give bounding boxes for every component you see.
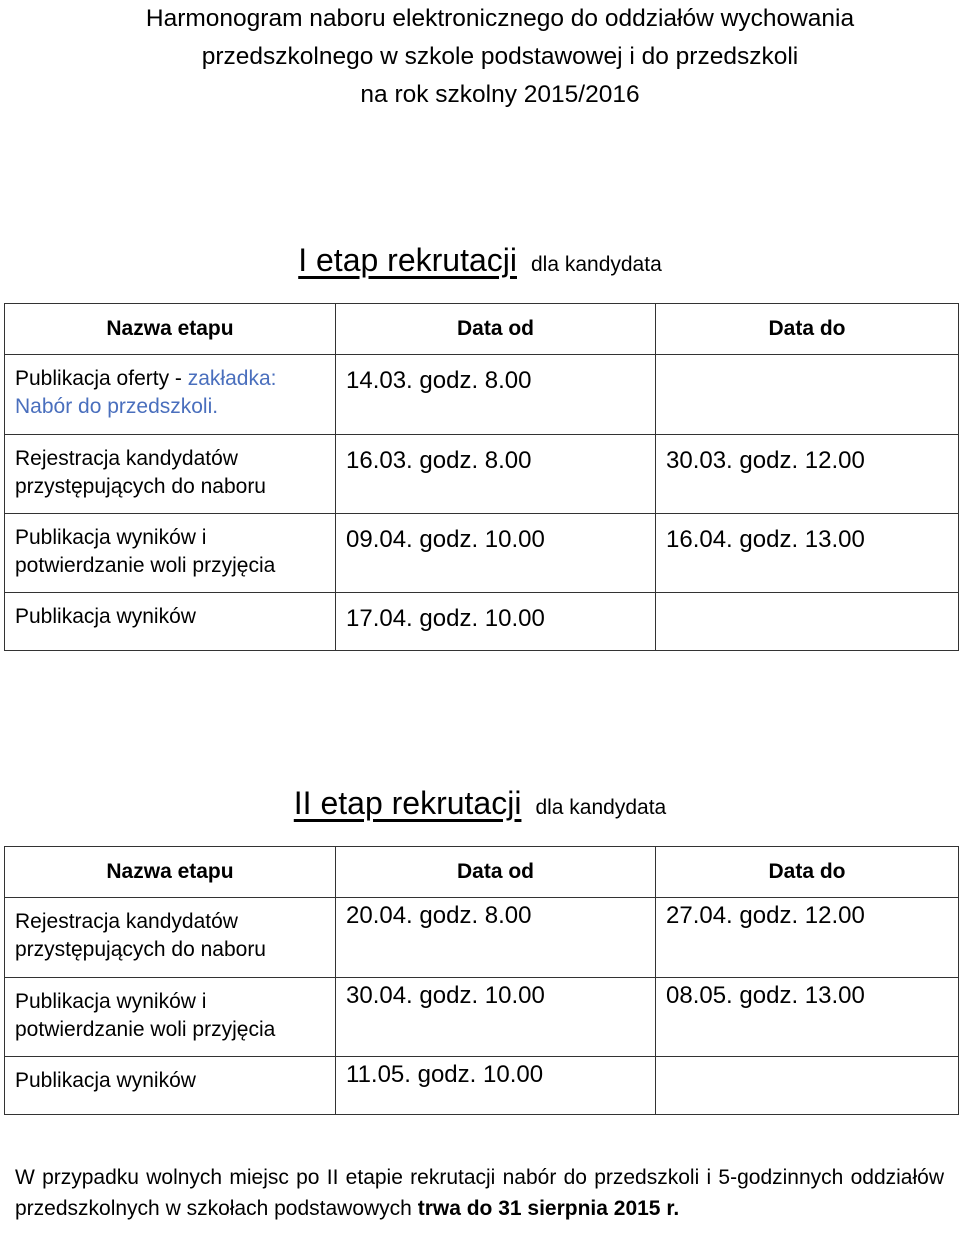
table-row	[5, 978, 959, 1057]
stage-name: Rejestracja kandydatów przystępujących do naboru	[5, 435, 336, 514]
column-header: Data do	[656, 304, 959, 355]
stage2-subtitle: dla kandydata	[535, 796, 667, 819]
date-from: 14.03. godz. 8.00	[336, 355, 656, 435]
table-header-row	[5, 304, 959, 355]
title-line-3: na rok szkolny 2015/2016	[360, 81, 640, 108]
stage1-table	[4, 303, 959, 651]
stage-name: Publikacja wyników	[5, 1057, 336, 1115]
date-from: 17.04. godz. 10.00	[336, 593, 656, 651]
date-to: 16.04. godz. 13.00	[656, 514, 959, 593]
offer-tab-link[interactable]: zakładka: Nabór do przedszkoli.	[15, 367, 277, 418]
stage-name: Publikacja wyników	[5, 593, 336, 651]
note-text: W przypadku wolnych miejsc po II etapie rekrutacji nabór do przedszkoli i 5-godzinnych oddziałów przedszkolnych w szkołach podstawowych	[15, 1166, 944, 1220]
table-header-row	[5, 847, 959, 898]
column-header: Data od	[336, 304, 656, 355]
date-to	[656, 593, 959, 651]
document-title	[0, 0, 960, 114]
date-to	[656, 355, 959, 435]
column-header: Nazwa etapu	[5, 304, 336, 355]
stage2-heading	[0, 785, 960, 822]
footer-note	[15, 1162, 944, 1224]
date-to: 08.05. godz. 13.00	[656, 978, 959, 1057]
stage-name: Rejestracja kandydatów przystępujących do naboru	[5, 898, 336, 978]
stage-name-text: Publikacja oferty -	[15, 367, 188, 390]
stage1-title: I etap rekrutacji	[298, 242, 517, 278]
title-line-1: Harmonogram naboru elektronicznego do oddziałów wychowania	[145, 5, 855, 32]
date-from: 30.04. godz. 10.00	[336, 978, 656, 1057]
stage2-title: II etap rekrutacji	[293, 785, 522, 821]
date-from: 09.04. godz. 10.00	[336, 514, 656, 593]
date-from: 20.04. godz. 8.00	[336, 898, 656, 978]
table-row	[5, 435, 959, 514]
title-line-2: przedszkolnego w szkole podstawowej i do przedszkoli	[201, 43, 799, 70]
date-to	[656, 1057, 959, 1115]
table-row	[5, 898, 959, 978]
date-from: 16.03. godz. 8.00	[336, 435, 656, 514]
stage-name: Publikacja wyników i potwierdzanie woli przyjęcia	[5, 514, 336, 593]
column-header: Data do	[656, 847, 959, 898]
stage1-heading	[0, 242, 960, 279]
stage-name	[5, 355, 336, 435]
table-row	[5, 1057, 959, 1115]
column-header: Data od	[336, 847, 656, 898]
date-from: 11.05. godz. 10.00	[336, 1057, 656, 1115]
note-deadline: trwa do 31 sierpnia 2015 r.	[417, 1197, 680, 1220]
column-header: Nazwa etapu	[5, 847, 336, 898]
table-row	[5, 514, 959, 593]
date-to: 30.03. godz. 12.00	[656, 435, 959, 514]
date-to: 27.04. godz. 12.00	[656, 898, 959, 978]
stage-name: Publikacja wyników i potwierdzanie woli przyjęcia	[5, 978, 336, 1057]
table-row	[5, 593, 959, 651]
table-row	[5, 355, 959, 435]
stage1-subtitle: dla kandydata	[530, 253, 662, 276]
stage2-table	[4, 846, 959, 1115]
